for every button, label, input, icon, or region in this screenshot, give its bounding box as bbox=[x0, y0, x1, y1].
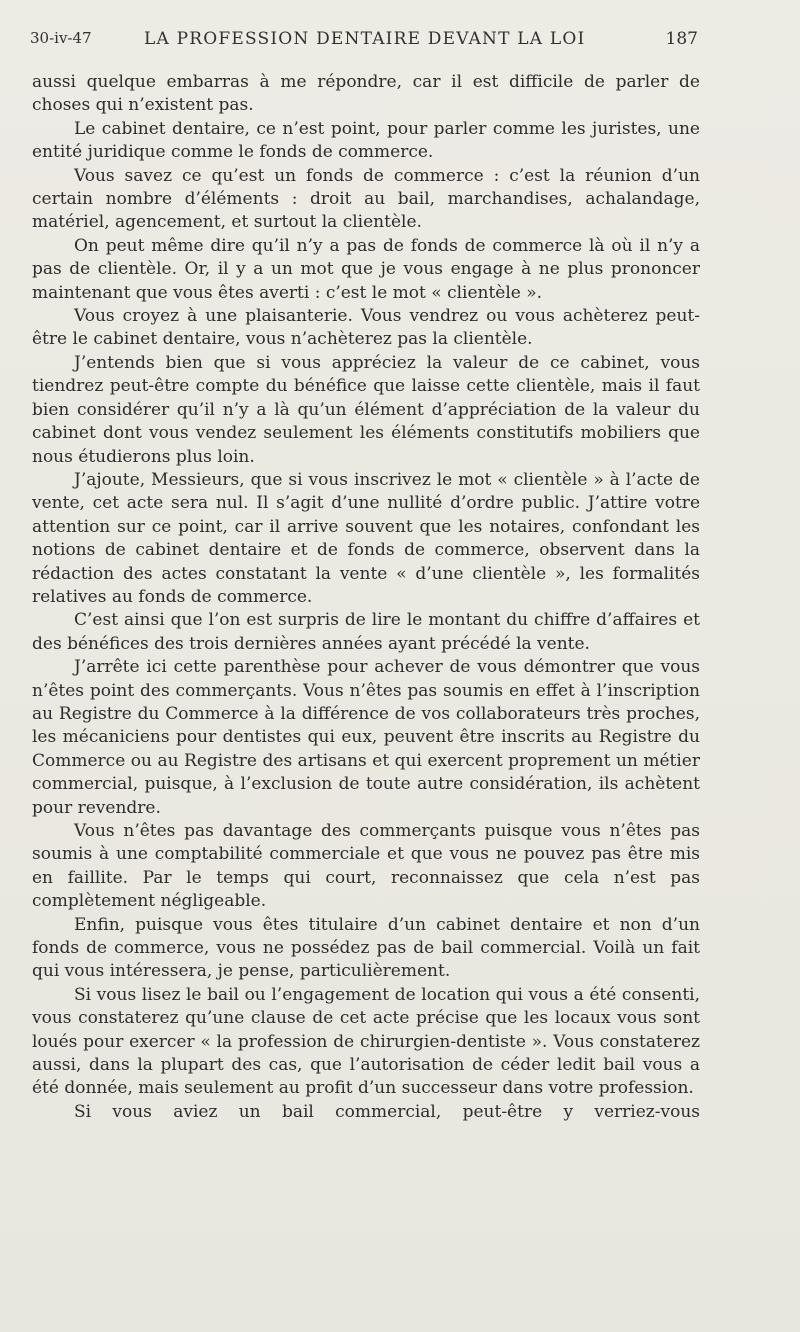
page-number: 187 bbox=[665, 29, 698, 49]
paragraph: Vous n’êtes pas davantage des commerçants puisque vous n’êtes pas soumis à une comptabilité commerciale et que vous ne pouvez pas être mis en faillite. Par le temps qui court, reconnaissez que cela n’est pas complètement négligeable. bbox=[32, 821, 700, 912]
paragraph: J’ajoute, Messieurs, que si vous inscrivez le mot « clientèle » à l’acte de vente, cet acte sera nul. Il s’agit d’une nullité d’ordre public. J’attire votre attention sur ce point, car il arrive souvent que les notaires, confondant les notions de cabinet dentaire et de fonds de commerce, observent dans la rédaction des actes constatant la vente « d’une clientèle », les formalités relatives au fonds de commerce. bbox=[32, 469, 700, 607]
paragraph: Si vous aviez un bail commercial, peut-être y verriez-vous bbox=[74, 1101, 700, 1122]
paragraph: On peut même dire qu’il n’y a pas de fonds de commerce là où il n’y a pas de clientèle. Or, il y a un mot que je vous engage à ne plus prononcer maintenant que vous êtes averti : c’est le mot « clientèle ». bbox=[32, 235, 700, 303]
paragraph: C’est ainsi que l’on est surpris de lire le montant du chiffre d’affaires et des bénéfices des trois dernières années ayant précédé la vente. bbox=[32, 610, 700, 654]
paragraph: Vous savez ce qu’est un fonds de commerce : c’est la réunion d’un certain nombre d’éléments : droit au bail, marchandises, achalandage, matériel, agencement, et surtout la clientèle. bbox=[32, 165, 700, 233]
paragraph: J’entends bien que si vous appréciez la valeur de ce cabinet, vous tiendrez peut-être compte du bénéfice que laisse cette clientèle, mais il faut bien considérer qu’il n’y a là qu’un élément d’appréciation de la valeur du cabinet dont vous vendez seulement les éléments constitutifs mobiliers que nous étudierons plus loin. bbox=[32, 352, 700, 467]
header-date-code: 30-iv-47 bbox=[30, 29, 92, 47]
paragraph: Le cabinet dentaire, ce n’est point, pour parler comme les juristes, une entité juridique comme le fonds de commerce. bbox=[32, 118, 700, 163]
paragraph: Si vous lisez le bail ou l’engagement de location qui vous a été consenti, vous constaterez qu’une clause de cet acte précise que les locaux vous sont loués pour exercer « la profession de chirurgien-dentiste ». Vous constaterez aussi, dans la plupart des cas, que l’autorisation de céder ledit bail vous a été donnée, mais seulement au profit d’un successeur dans votre profession. bbox=[32, 984, 700, 1099]
header-title: LA PROFESSION DENTAIRE DEVANT LA LOI bbox=[144, 29, 586, 49]
body-text bbox=[32, 71, 700, 1124]
paragraph: Enfin, puisque vous êtes titulaire d’un cabinet dentaire et non d’un fonds de commerce, vous ne possédez pas de bail commercial. Voilà un fait qui vous intéressera, je pense, particulièrement. bbox=[32, 914, 700, 982]
running-header bbox=[30, 25, 698, 55]
paragraph: J’arrête ici cette parenthèse pour achever de vous démontrer que vous n’êtes point des commerçants. Vous n’êtes pas soumis en effet à l’inscription au Registre du Commerce à la différence de vos collaborateurs très proches, les mécaniciens pour dentistes qui eux, peuvent être inscrits au Registre du Commerce ou au Registre des artisans et qui exercent proprement un métier commercial, puisque, à l’exclusion de toute autre considération, ils achètent pour revendre. bbox=[32, 657, 700, 818]
paragraph: aussi quelque embarras à me répondre, car il est difficile de parler de choses qui n’existent pas. bbox=[32, 72, 700, 116]
paragraph: Vous croyez à une plaisanterie. Vous vendrez ou vous achèterez peut-être le cabinet dentaire, vous n’achèterez pas la clientèle. bbox=[32, 306, 700, 350]
